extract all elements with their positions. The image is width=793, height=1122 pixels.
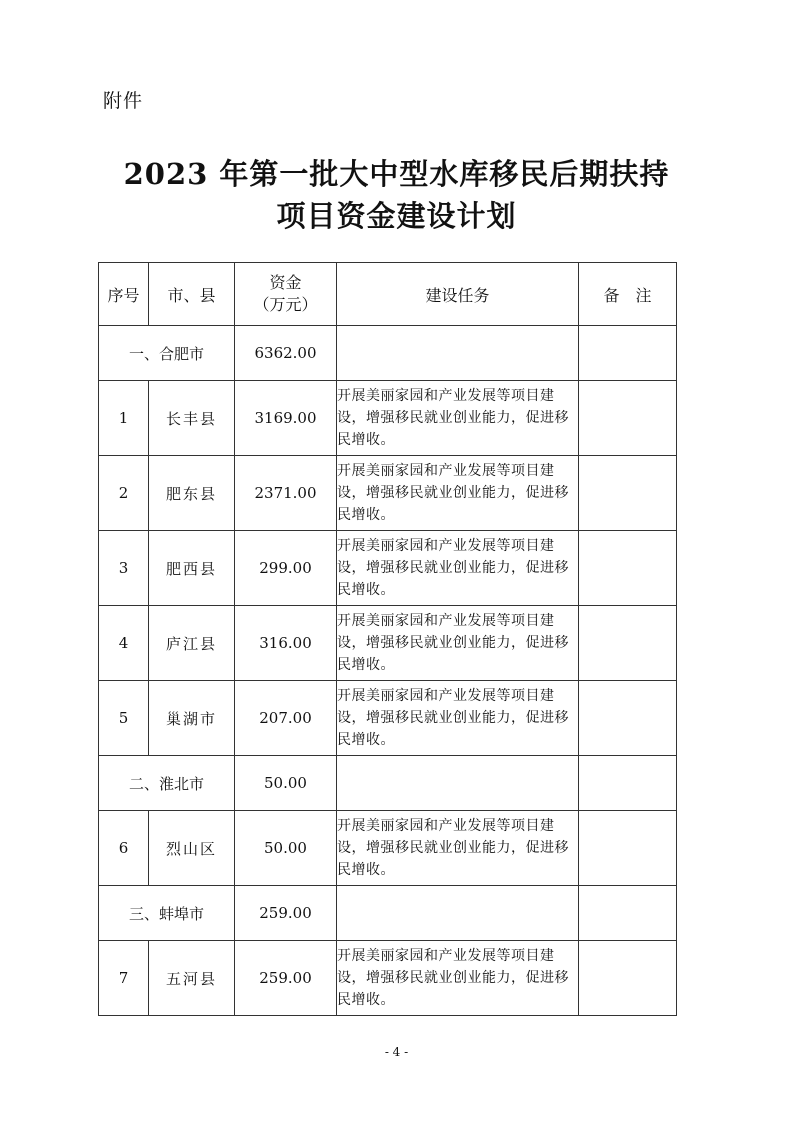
group-name: 一、合肥市 [99, 326, 235, 381]
group-funds: 6362.00 [235, 326, 337, 381]
row-seq: 5 [99, 681, 149, 756]
header-note: 备 注 [579, 263, 677, 326]
row-task: 开展美丽家园和产业发展等项目建设，增强移民就业创业能力，促进移民增收。 [337, 456, 579, 531]
document-title-line-1: 2023 年第一批大中型水库移民后期扶持 [123, 157, 670, 191]
row-seq: 4 [99, 606, 149, 681]
note-cell [579, 681, 677, 756]
row-task: 开展美丽家园和产业发展等项目建设，增强移民就业创业能力，促进移民增收。 [337, 531, 579, 606]
table-row [99, 606, 677, 681]
header-seq: 序号 [99, 263, 149, 326]
note-cell [579, 326, 677, 381]
row-funds: 316.00 [235, 606, 337, 681]
row-seq: 1 [99, 381, 149, 456]
table-row [99, 886, 677, 941]
row-task: 开展美丽家园和产业发展等项目建设，增强移民就业创业能力，促进移民增收。 [337, 941, 579, 1016]
note-cell [579, 811, 677, 886]
header-funds-line2: （万元） [253, 295, 318, 314]
row-task: 开展美丽家园和产业发展等项目建设，增强移民就业创业能力，促进移民增收。 [337, 606, 579, 681]
row-county: 巢湖市 [149, 681, 235, 756]
group-name: 二、淮北市 [99, 756, 235, 811]
annex-label: 附件 [103, 90, 144, 112]
row-seq: 7 [99, 941, 149, 1016]
row-funds: 50.00 [235, 811, 337, 886]
note-cell [579, 531, 677, 606]
task-cell [337, 886, 579, 941]
row-task: 开展美丽家园和产业发展等项目建设，增强移民就业创业能力，促进移民增收。 [337, 681, 579, 756]
fund-plan-table [98, 262, 677, 1016]
note-cell [579, 606, 677, 681]
group-funds: 259.00 [235, 886, 337, 941]
table-header-row [99, 263, 677, 326]
header-city: 市、县 [149, 263, 235, 326]
note-cell [579, 941, 677, 1016]
row-funds: 299.00 [235, 531, 337, 606]
row-county: 烈山区 [149, 811, 235, 886]
row-funds: 3169.00 [235, 381, 337, 456]
row-county: 肥东县 [149, 456, 235, 531]
row-county: 五河县 [149, 941, 235, 1016]
table-row [99, 811, 677, 886]
row-county: 肥西县 [149, 531, 235, 606]
header-task: 建设任务 [337, 263, 579, 326]
note-cell [579, 756, 677, 811]
table-row [99, 941, 677, 1016]
table-row [99, 456, 677, 531]
document-title-line-2: 项目资金建设计划 [276, 199, 517, 233]
page-number: - 4 - [384, 1045, 409, 1059]
table-row [99, 756, 677, 811]
row-county: 庐江县 [149, 606, 235, 681]
row-seq: 3 [99, 531, 149, 606]
group-funds: 50.00 [235, 756, 337, 811]
group-name: 三、蚌埠市 [99, 886, 235, 941]
row-task: 开展美丽家园和产业发展等项目建设，增强移民就业创业能力，促进移民增收。 [337, 381, 579, 456]
task-cell [337, 756, 579, 811]
row-task: 开展美丽家园和产业发展等项目建设，增强移民就业创业能力，促进移民增收。 [337, 811, 579, 886]
row-funds: 259.00 [235, 941, 337, 1016]
table-row [99, 681, 677, 756]
task-cell [337, 326, 579, 381]
note-cell [579, 886, 677, 941]
row-funds: 207.00 [235, 681, 337, 756]
header-funds-line1: 资金 [269, 273, 302, 292]
row-funds: 2371.00 [235, 456, 337, 531]
note-cell [579, 381, 677, 456]
row-seq: 2 [99, 456, 149, 531]
header-funds [235, 263, 337, 326]
row-county: 长丰县 [149, 381, 235, 456]
table-row [99, 531, 677, 606]
row-seq: 6 [99, 811, 149, 886]
table-row [99, 381, 677, 456]
note-cell [579, 456, 677, 531]
table-row [99, 326, 677, 381]
